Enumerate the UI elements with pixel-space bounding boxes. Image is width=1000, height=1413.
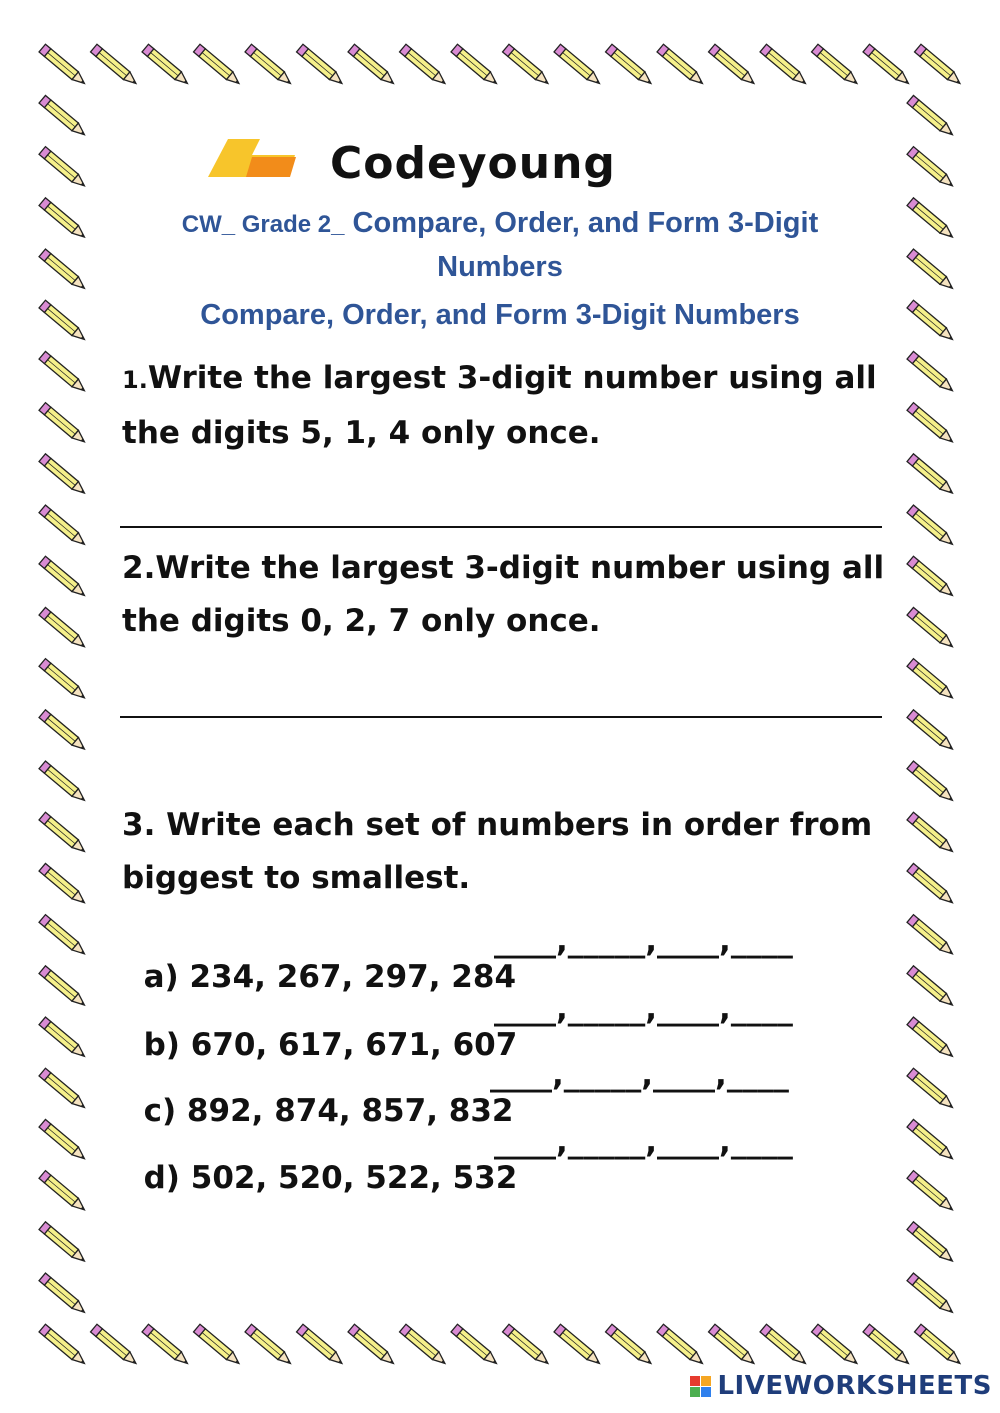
pencil-icon xyxy=(907,147,956,190)
pencil-icon xyxy=(451,44,500,87)
pencil-icon xyxy=(39,95,88,138)
pencil-icon xyxy=(907,249,956,292)
pencil-icon xyxy=(39,556,88,599)
order-row-label: b) 670, 617, 671, 607 xyxy=(143,1027,518,1063)
worksheet-heading: Compare, Order, and Form 3-Digit Numbers xyxy=(200,299,800,331)
pencil-icon xyxy=(907,1171,956,1214)
pencil-icon xyxy=(39,300,88,343)
order-answer-blank[interactable]: ____,_____,____,____ xyxy=(494,1124,793,1160)
pencil-icon xyxy=(915,44,964,87)
pencil-icon xyxy=(863,1324,912,1367)
pencil-icon xyxy=(39,761,88,804)
pencil-icon xyxy=(39,812,88,855)
question-2-line-1: 2.Write the largest 3-digit number using all xyxy=(122,550,885,586)
pencil-icon xyxy=(39,198,88,241)
pencil-icon xyxy=(39,863,88,906)
pencil-icon xyxy=(657,44,706,87)
pencil-icon xyxy=(400,44,449,87)
order-row-label: c) 892, 874, 857, 832 xyxy=(143,1093,514,1129)
pencil-icon xyxy=(39,1222,88,1265)
question-3-line-1: 3. Write each set of numbers in order from xyxy=(122,807,873,843)
pencil-icon xyxy=(39,915,88,958)
pencil-icon xyxy=(709,44,758,87)
watermark-text: LIVEWORKSHEETS xyxy=(717,1371,992,1401)
pencil-icon xyxy=(245,1324,294,1367)
pencil-icon xyxy=(142,1324,191,1367)
pencil-icon xyxy=(907,1273,956,1316)
pencil-icon xyxy=(194,44,243,87)
question-1-text: Write the largest 3-digit number using all xyxy=(147,360,877,396)
pencil-icon xyxy=(39,44,88,87)
pencil-icon xyxy=(709,1324,758,1367)
pencil-icon xyxy=(606,44,655,87)
pencil-icon xyxy=(39,1324,88,1367)
order-answer-blank[interactable]: ____,_____,____,____ xyxy=(494,991,793,1027)
question-3-line-2: biggest to smallest. xyxy=(122,860,471,896)
pencil-icon xyxy=(39,505,88,548)
pencil-icon xyxy=(907,966,956,1009)
pencil-icon xyxy=(760,1324,809,1367)
answer-line-1[interactable] xyxy=(120,526,882,528)
pencil-icon xyxy=(194,1324,243,1367)
pencil-icon xyxy=(907,1068,956,1111)
pencil-icon xyxy=(39,710,88,753)
pencil-icon xyxy=(657,1324,706,1367)
pencil-icon xyxy=(297,44,346,87)
pencil-icon xyxy=(91,1324,140,1367)
pencil-icon xyxy=(451,1324,500,1367)
question-1-number: 1. xyxy=(122,366,148,394)
pencil-icon xyxy=(39,1068,88,1111)
liveworksheets-watermark xyxy=(690,1371,992,1401)
pencil-icon xyxy=(907,454,956,497)
pencil-icon xyxy=(907,351,956,394)
pencil-icon xyxy=(907,761,956,804)
worksheet-title-text: Compare, Order, and Form 3-Digit Numbers xyxy=(344,207,819,283)
brand-name: Codeyoung xyxy=(330,138,616,189)
pencil-icon xyxy=(245,44,294,87)
pencil-icon xyxy=(915,1324,964,1367)
pencil-icon xyxy=(348,44,397,87)
order-row-label: a) 234, 267, 297, 284 xyxy=(143,959,517,995)
worksheet-title xyxy=(115,202,885,288)
pencil-icon xyxy=(863,44,912,87)
pencil-icon xyxy=(348,1324,397,1367)
pencil-icon xyxy=(39,966,88,1009)
order-row-label: d) 502, 520, 522, 532 xyxy=(143,1160,518,1196)
order-row-d xyxy=(122,1124,793,1232)
pencil-icon xyxy=(503,1324,552,1367)
pencil-icon xyxy=(39,403,88,446)
pencil-icon xyxy=(907,1222,956,1265)
pencil-icon xyxy=(39,1017,88,1060)
pencil-icon xyxy=(907,505,956,548)
question-2 xyxy=(122,542,892,648)
pencil-icon xyxy=(907,863,956,906)
answer-line-2[interactable] xyxy=(120,716,882,718)
pencil-icon xyxy=(907,607,956,650)
order-answer-blank[interactable]: ____,_____,____,____ xyxy=(494,923,793,959)
pencil-icon xyxy=(907,95,956,138)
pencil-icon xyxy=(907,198,956,241)
pencil-icon xyxy=(39,249,88,292)
pencil-icon xyxy=(400,1324,449,1367)
pencil-icon xyxy=(91,44,140,87)
pencil-icon xyxy=(907,300,956,343)
pencil-icon xyxy=(297,1324,346,1367)
pencil-icon xyxy=(39,607,88,650)
pencil-icon xyxy=(606,1324,655,1367)
liveworksheets-logo-icon xyxy=(690,1376,711,1397)
pencil-icon xyxy=(39,454,88,497)
pencil-icon xyxy=(39,659,88,702)
question-1 xyxy=(122,352,892,460)
pencil-icon xyxy=(907,1017,956,1060)
pencil-icon xyxy=(907,812,956,855)
pencil-icon xyxy=(907,556,956,599)
pencil-icon xyxy=(554,1324,603,1367)
pencil-icon xyxy=(812,44,861,87)
pencil-icon xyxy=(39,1119,88,1162)
order-answer-blank[interactable]: ____,_____,____,____ xyxy=(490,1057,789,1093)
question-3 xyxy=(122,799,892,905)
pencil-icon xyxy=(907,915,956,958)
question-1-line-1 xyxy=(122,352,892,407)
question-2-line-2: the digits 0, 2, 7 only once. xyxy=(122,603,601,639)
pencil-icon xyxy=(39,351,88,394)
pencil-icon xyxy=(39,147,88,190)
pencil-icon xyxy=(39,1273,88,1316)
pencil-icon xyxy=(142,44,191,87)
pencil-icon xyxy=(760,44,809,87)
pencil-icon xyxy=(812,1324,861,1367)
pencil-icon xyxy=(907,403,956,446)
pencil-icon xyxy=(907,710,956,753)
pencil-icon xyxy=(907,1119,956,1162)
pencil-icon xyxy=(554,44,603,87)
question-1-line-2: the digits 5, 1, 4 only once. xyxy=(122,415,601,451)
pencil-icon xyxy=(907,659,956,702)
pencil-icon xyxy=(503,44,552,87)
worksheet-code: CW_ Grade 2_ xyxy=(181,211,345,238)
pencil-icon xyxy=(39,1171,88,1214)
